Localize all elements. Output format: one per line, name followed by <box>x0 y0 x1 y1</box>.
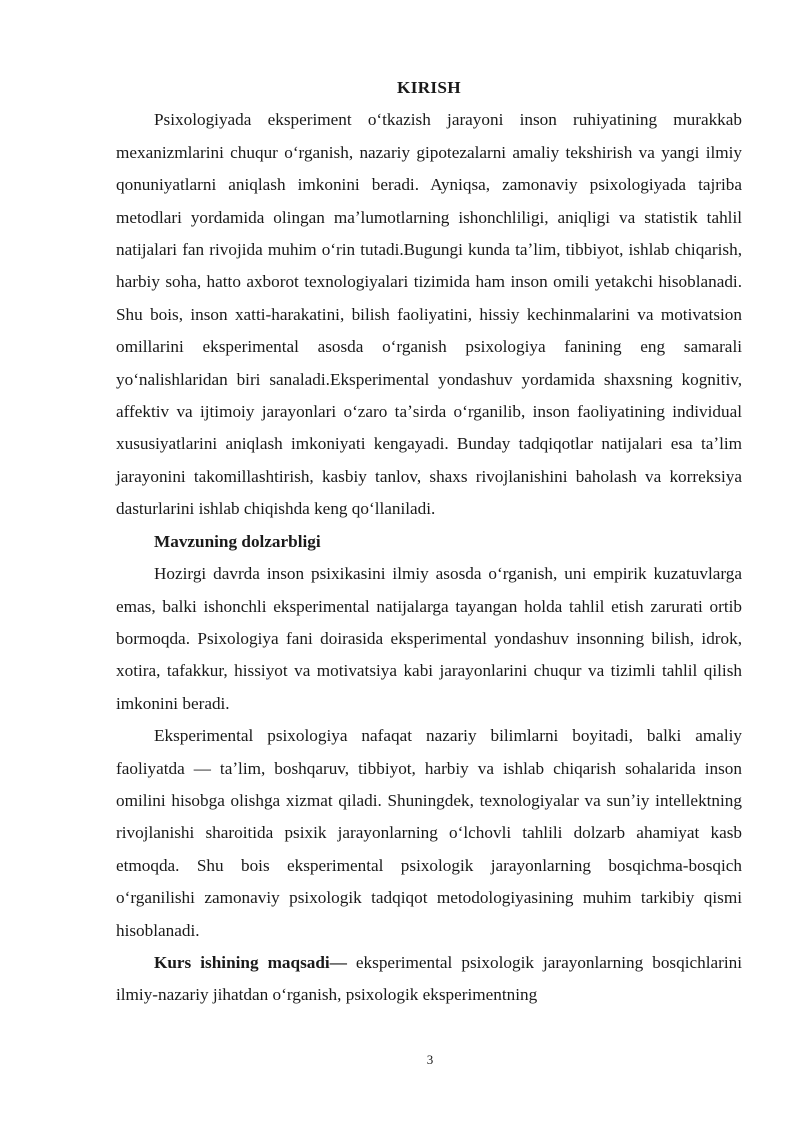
relevance-paragraph-2: Eksperimental psixologiya nafaqat nazariy bilimlarni boyitadi, balki amaliy faoliyatda — taʼlim, boshqaruv, tibbiyot, harbiy va ishlab chiqarish sohalarida inson omilini hisobga olishga xizmat qiladi. Shuningdek, texnologiyalar va sunʼiy intellektning rivojlanishi sharoitida psixik jarayonlarning oʻlchovli tahlili dolzarb ahamiyat kasb etmoqda. Shu bois eksperimental psixologik jarayonlarning bosqichma-bosqich oʻrganilishi zamonaviy psixologik tadqiqot metodologiyasining muhim tarkibiy qismi hisoblanadi. <box>116 726 742 940</box>
goal-text: eksperimental psixologik jarayonlarning bosqichlarini ilmiy-nazariy jihatdan oʻrganish, psixologik eksperimentning <box>116 952 742 1005</box>
page-title: KIRISH <box>397 78 461 97</box>
page-number: 3 <box>426 1052 434 1067</box>
goal-lead: Kurs ishining maqsadi— <box>154 952 347 972</box>
relevance-paragraph-1: Hozirgi davrda inson psixikasini ilmiy asosda oʻrganish, uni empirik kuzatuvlarga emas, balki ishonchli eksperimental natijalarga tayangan holda tahlil etish zarurati ortib bormoqda. Psixologiya fani doirasida eksperimental yondashuv insonning bilish, idrok, xotira, tafakkur, hissiyot va motivatsiya kabi jarayonlarini chuqur va tizimli tahlil qilish imkonini beradi. <box>116 564 742 713</box>
intro-paragraph: Psixologiyada eksperiment oʻtkazish jarayoni inson ruhiyatining murakkab mexanizmlarini chuqur oʻrganish, nazariy gipotezalarni amaliy tekshirish va yangi ilmiy qonuniyatlarni aniqlash imkonini beradi. Ayniqsa, zamonaviy psixologiyada tajriba metodlari yordamida olingan maʼlumotlarning ishonchliligi, aniqligi va statistik tahlil natijalari fan rivojida muhim oʻrin tutadi.Bugungi kunda taʼlim, tibbiyot, ishlab chiqarish, harbiy soha, hatto axborot texnologiyalari tizimida ham inson omili yetakchi hisoblanadi. Shu bois, inson xatti-harakatini, bilish faoliyatini, hissiy kechinmalarini va motivatsion omillarini eksperimental asosda oʻrganish psixologiya fanining eng samarali yoʻnalishlaridan biri sanaladi.Eksperimental yondashuv yordamida shaxsning kognitiv, affektiv va ijtimoiy jarayonlari oʻzaro taʼsirda oʻrganilib, inson faoliyatining individual xususiyatlarini aniqlash imkoniyati kengayadi. Bunday tadqiqotlar natijalari esa taʼlim jarayonini takomillashtirish, kasbiy tanlov, shaxs rivojlanishini baholash va korreksiya dasturlarini ishlab chiqishda keng qoʻllaniladi. <box>116 110 742 519</box>
section-heading: Mavzuning dolzarbligi <box>154 531 321 551</box>
goal-paragraph <box>116 947 742 1012</box>
page-content <box>116 72 742 1012</box>
